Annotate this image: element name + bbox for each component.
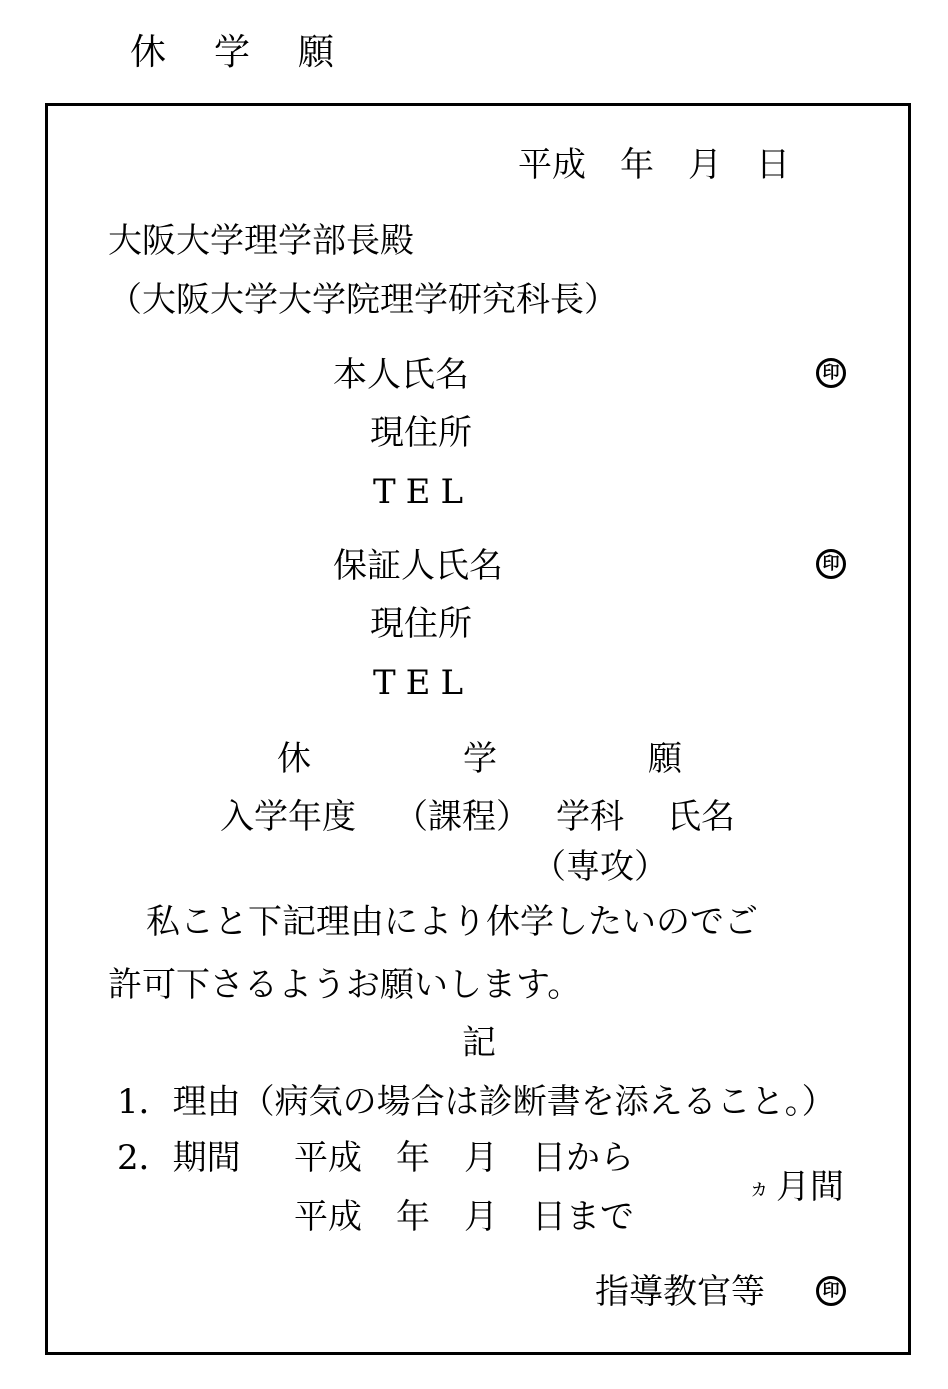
guarantor-name-label: 保証人氏名 <box>333 546 503 586</box>
title-char-2: 学 <box>463 739 497 779</box>
title-char-1: 休 <box>277 739 311 779</box>
applicant-seal-icon: 印 <box>816 358 846 388</box>
date-line: 平成 年 月 日 <box>518 145 790 185</box>
applicant-name-label: 本人氏名 <box>333 355 469 395</box>
form-heading: 休 学 願 <box>130 32 341 73</box>
ki-label: 記 <box>462 1023 496 1063</box>
applicant-address-label: 現住所 <box>370 413 472 453</box>
period-from: 平成 年 月 日から <box>294 1138 634 1178</box>
title-char-3: 願 <box>648 739 682 779</box>
request-line-2: 許可下さるようお願いします。 <box>108 965 582 1005</box>
advisor-seal-icon: 印 <box>816 1276 846 1306</box>
item-period-label: 2．期間 <box>117 1138 241 1178</box>
request-line-1: 私こと下記理由により休学したいのでご <box>146 902 758 942</box>
months-label: 月間 <box>776 1167 844 1207</box>
period-to: 平成 年 月 日まで <box>294 1197 634 1237</box>
item-reason: 1．理由（病気の場合は診断書を添えること。） <box>117 1082 836 1122</box>
guarantor-seal-icon: 印 <box>816 549 846 579</box>
info-name-label: 氏名 <box>667 797 735 837</box>
advisor-label: 指導教官等 <box>595 1272 765 1312</box>
addressee: 大阪大学理学部長殿 <box>108 221 414 261</box>
months-small-ka: ヵ <box>748 1176 771 1201</box>
addressee-alt: （大阪大学大学院理学研究科長） <box>108 280 618 320</box>
applicant-tel-label: TEL <box>373 472 474 512</box>
guarantor-address-label: 現住所 <box>370 604 472 644</box>
info-department-label: 学科 <box>556 797 624 837</box>
info-year-label: 入学年度 <box>220 797 356 837</box>
major-label: （専攻） <box>532 847 668 887</box>
info-course-label: （課程） <box>394 797 530 837</box>
guarantor-tel-label: TEL <box>373 663 474 703</box>
